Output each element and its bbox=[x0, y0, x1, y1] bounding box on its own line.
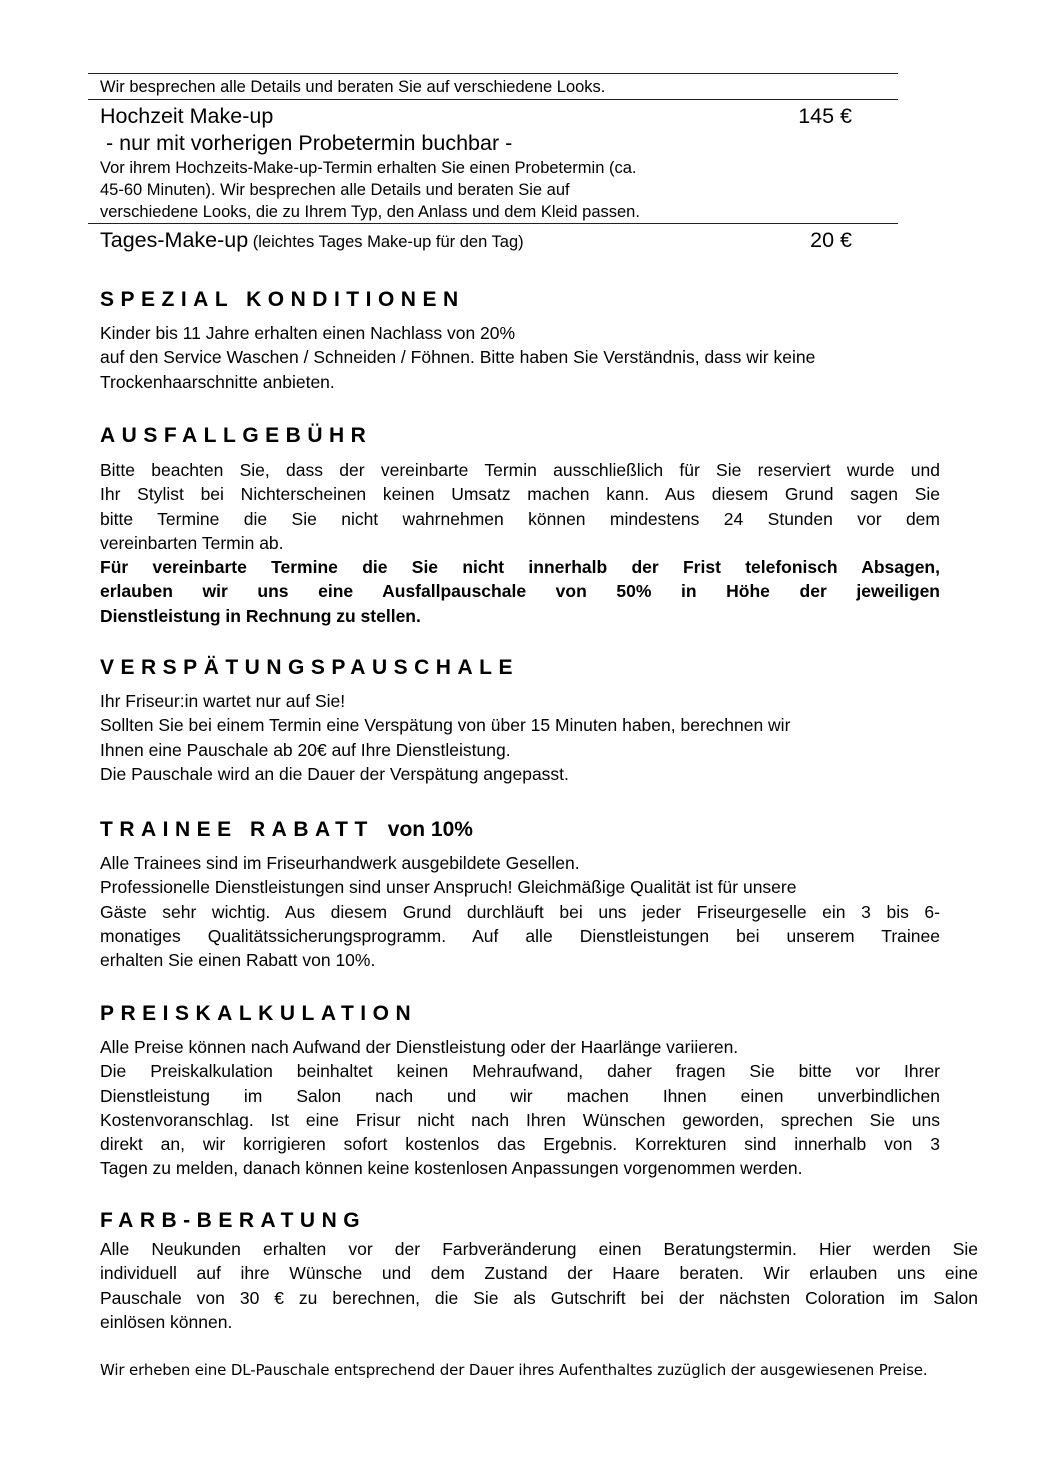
body-line: einlösen können. bbox=[100, 1311, 233, 1332]
body-line: Tagen zu melden, danach können keine kostenlosen Anpassungen vorgenommen werden. bbox=[100, 1158, 803, 1179]
section-body-ausfall bbox=[100, 458, 940, 628]
section-heading-verspaetung: VERSPÄTUNGSPAUSCHALE bbox=[100, 656, 519, 679]
body-line: Alle Preise können nach Aufwand der Dienstleistung oder der Haarlänge variieren. bbox=[100, 1037, 739, 1057]
body-line: Kinder bis 11 Jahre erhalten einen Nachlass von 20% bbox=[100, 323, 516, 343]
body-line: Dienstleistung im Salon nach und wir machen Ihnen einen unverbindlichen bbox=[100, 1085, 940, 1106]
service-subtitle-hochzeit: - nur mit vorherigen Probetermin buchbar - bbox=[100, 131, 513, 155]
body-line: erhalten Sie einen Rabatt von 10%. bbox=[100, 950, 376, 971]
table-rule bbox=[88, 73, 898, 74]
body-line: Trockenhaarschnitte anbieten. bbox=[100, 371, 335, 392]
body-line: Sollten Sie bei einem Termin eine Verspätung von über 15 Minuten haben, berechnen wir bbox=[100, 715, 791, 736]
body-line: Ihr Friseur:in wartet nur auf Sie! bbox=[100, 691, 346, 711]
body-line: auf den Service Waschen / Schneiden / Föhnen. Bitte haben Sie Verständnis, dass wir keine bbox=[100, 347, 816, 368]
body-line: Ihr Stylist bei Nichterscheinen keinen Umsatz machen kann. Aus diesem Grund sagen Sie bbox=[100, 484, 940, 505]
service-description-line: verschiedene Looks, die zu Ihrem Typ, den Anlass und dem Kleid passen. bbox=[100, 203, 640, 221]
table-rule bbox=[88, 223, 898, 224]
body-line: bitte Termine die Sie nicht wahrnehmen können mindestens 24 Stunden vor dem bbox=[100, 508, 940, 529]
body-line: Bitte beachten Sie, dass der vereinbarte Termin ausschließlich für Sie reserviert wurde und bbox=[100, 460, 940, 480]
service-description-line: 45-60 Minuten). Wir besprechen alle Details und beraten Sie auf bbox=[100, 181, 570, 199]
service-title-hochzeit: Hochzeit Make-up bbox=[100, 104, 274, 128]
service-row-tages bbox=[100, 228, 524, 252]
intro-line: Wir besprechen alle Details und beraten Sie auf verschiedene Looks. bbox=[100, 78, 606, 96]
footer-note: Wir erheben eine DL-Pauschale entsprechend der Dauer ihres Aufenthaltes zuzüglich der ausgewiesenen Preise. bbox=[100, 1361, 928, 1379]
body-line: monatiges Qualitätssicherungsprogramm. Auf alle Dienstleistungen bei unserem Trainee bbox=[100, 925, 940, 946]
service-price-hochzeit: 145 € bbox=[798, 104, 852, 128]
body-line: Professionelle Dienstleistungen sind unser Anspruch! Gleichmäßige Qualität ist für unsere bbox=[100, 877, 797, 898]
heading-text: TRAINEE RABATT bbox=[100, 818, 374, 841]
section-body-verspaetung bbox=[100, 689, 940, 786]
bold-line: Dienstleistung in Rechnung zu stellen. bbox=[100, 605, 421, 626]
body-line: Gäste sehr wichtig. Aus diesem Grund durchläuft bei uns jeder Friseurgeselle ein 3 bis 6- bbox=[100, 901, 940, 922]
bold-line: Für vereinbarte Termine die Sie nicht innerhalb der Frist telefonisch Absagen, bbox=[100, 557, 940, 578]
section-heading-ausfall: AUSFALLGEBÜHR bbox=[100, 424, 373, 447]
body-line: Alle Trainees sind im Friseurhandwerk ausgebildete Gesellen. bbox=[100, 853, 580, 873]
service-note-tages: (leichtes Tages Make-up für den Tag) bbox=[248, 233, 524, 251]
body-line: Die Pauschale wird an die Dauer der Verspätung angepasst. bbox=[100, 763, 569, 784]
service-price-tages: 20 € bbox=[810, 228, 852, 252]
section-heading-trainee bbox=[100, 817, 473, 843]
body-line: vereinbarten Termin ab. bbox=[100, 532, 284, 553]
body-line: Pauschale von 30 € zu berechnen, die Sie als Gutschrift bei der nächsten Coloration im Salon bbox=[100, 1287, 978, 1308]
bold-line: erlauben wir uns eine Ausfallpauschale von 50% in Höhe der jeweiligen bbox=[100, 581, 940, 602]
body-line: Alle Neukunden erhalten vor der Farbveränderung einen Beratungstermin. Hier werden Sie bbox=[100, 1239, 978, 1259]
section-body-preiskalkulation bbox=[100, 1035, 940, 1181]
section-heading-farb: FARB-BERATUNG bbox=[100, 1209, 367, 1232]
body-line: Die Preiskalkulation beinhaltet keinen Mehraufwand, daher fragen Sie bitte vor Ihrer bbox=[100, 1061, 940, 1082]
section-body-farb bbox=[100, 1237, 978, 1334]
table-rule bbox=[88, 99, 898, 100]
heading-suffix: von 10% bbox=[387, 818, 473, 841]
service-title-tages: Tages-Make-up bbox=[100, 228, 249, 252]
section-body-spezial bbox=[100, 321, 940, 394]
section-body-trainee bbox=[100, 851, 940, 972]
service-description-line: Vor ihrem Hochzeits-Make-up-Termin erhalten Sie einen Probetermin (ca. bbox=[100, 159, 637, 177]
body-line: Ihnen eine Pauschale ab 20€ auf Ihre Dienstleistung. bbox=[100, 739, 511, 760]
body-line: direkt an, wir korrigieren sofort kostenlos das Ergebnis. Korrekturen sind innerhalb von 3 bbox=[100, 1134, 940, 1155]
section-heading-spezial: SPEZIAL KONDITIONEN bbox=[100, 288, 465, 311]
section-heading-preiskalkulation: PREISKALKULATION bbox=[100, 1002, 418, 1025]
body-line: individuell auf ihre Wünsche und dem Zustand der Haare beraten. Wir erlauben uns eine bbox=[100, 1263, 978, 1284]
body-line: Kostenvoranschlag. Ist eine Frisur nicht nach Ihren Wünschen geworden, sprechen Sie uns bbox=[100, 1109, 940, 1130]
